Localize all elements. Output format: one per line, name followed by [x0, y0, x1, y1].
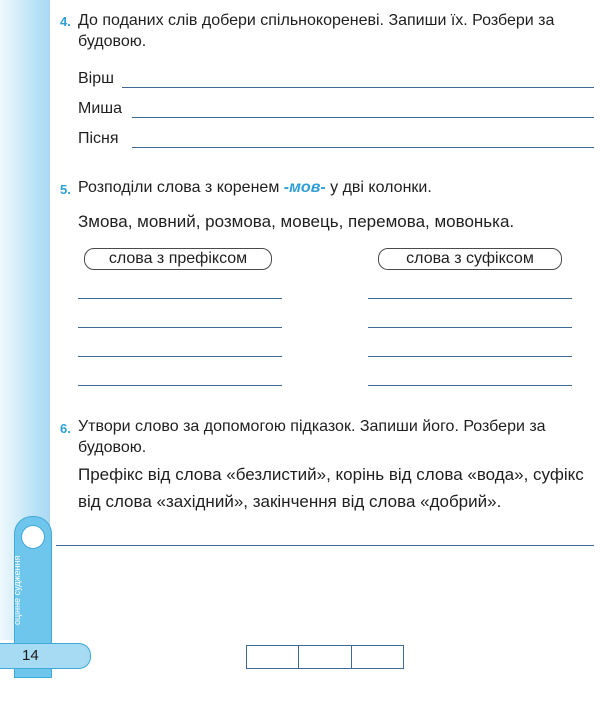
- task-6-number: 6.: [60, 421, 71, 436]
- task-6-text: Утвори слово за допомогою підказок. Запиши його. Розбери за будовою.: [78, 418, 546, 456]
- task-4-number: 4.: [60, 14, 71, 29]
- task-4-word-3: Пісня: [78, 130, 119, 147]
- task-5-word-list: Змова, мовний, розмова, мовець, перемова, мовонька.: [78, 212, 515, 231]
- answer-line[interactable]: [368, 385, 572, 386]
- answer-line[interactable]: [132, 117, 594, 118]
- task-5-text: [78, 177, 432, 198]
- answer-line[interactable]: [78, 356, 282, 357]
- answer-line[interactable]: [368, 327, 572, 328]
- task-4-word-2: Миша: [78, 100, 122, 117]
- task-5-root: -мов-: [283, 179, 326, 196]
- task-5-text-after: у дві колонки.: [325, 179, 432, 196]
- grade-cell[interactable]: [352, 646, 403, 668]
- answer-line[interactable]: [122, 87, 594, 88]
- page-number: 14: [22, 647, 39, 664]
- task-5-text-before: Розподіли слова з коренем: [78, 179, 284, 196]
- answer-line[interactable]: [78, 385, 282, 386]
- grade-cell[interactable]: [299, 646, 351, 668]
- ruler-hole: [21, 525, 45, 549]
- answer-line[interactable]: [132, 147, 594, 148]
- task-6-hint: Префікс від слова «безлистий», корінь від слова «вода», суфікс від слова «західний», закінчення від слова «добрий».: [78, 465, 584, 511]
- task-4-text: До поданих слів добери спільнокореневі. Запиши їх. Розбери за будовою.: [78, 12, 555, 50]
- page-number-tab: [0, 643, 91, 669]
- answer-line[interactable]: [78, 327, 282, 328]
- column-header-suffix: слова з суфіксом: [378, 248, 562, 270]
- task-4-word-1: Вірш: [78, 70, 114, 87]
- answer-line[interactable]: [78, 298, 282, 299]
- answer-line[interactable]: [56, 545, 594, 546]
- answer-line[interactable]: [368, 356, 572, 357]
- column-header-prefix: слова з префіксом: [84, 248, 272, 270]
- grade-box: [246, 645, 404, 669]
- ruler-label: оцінне судження: [12, 555, 22, 625]
- task-5-number: 5.: [60, 182, 71, 197]
- answer-line[interactable]: [368, 298, 572, 299]
- grade-cell[interactable]: [247, 646, 299, 668]
